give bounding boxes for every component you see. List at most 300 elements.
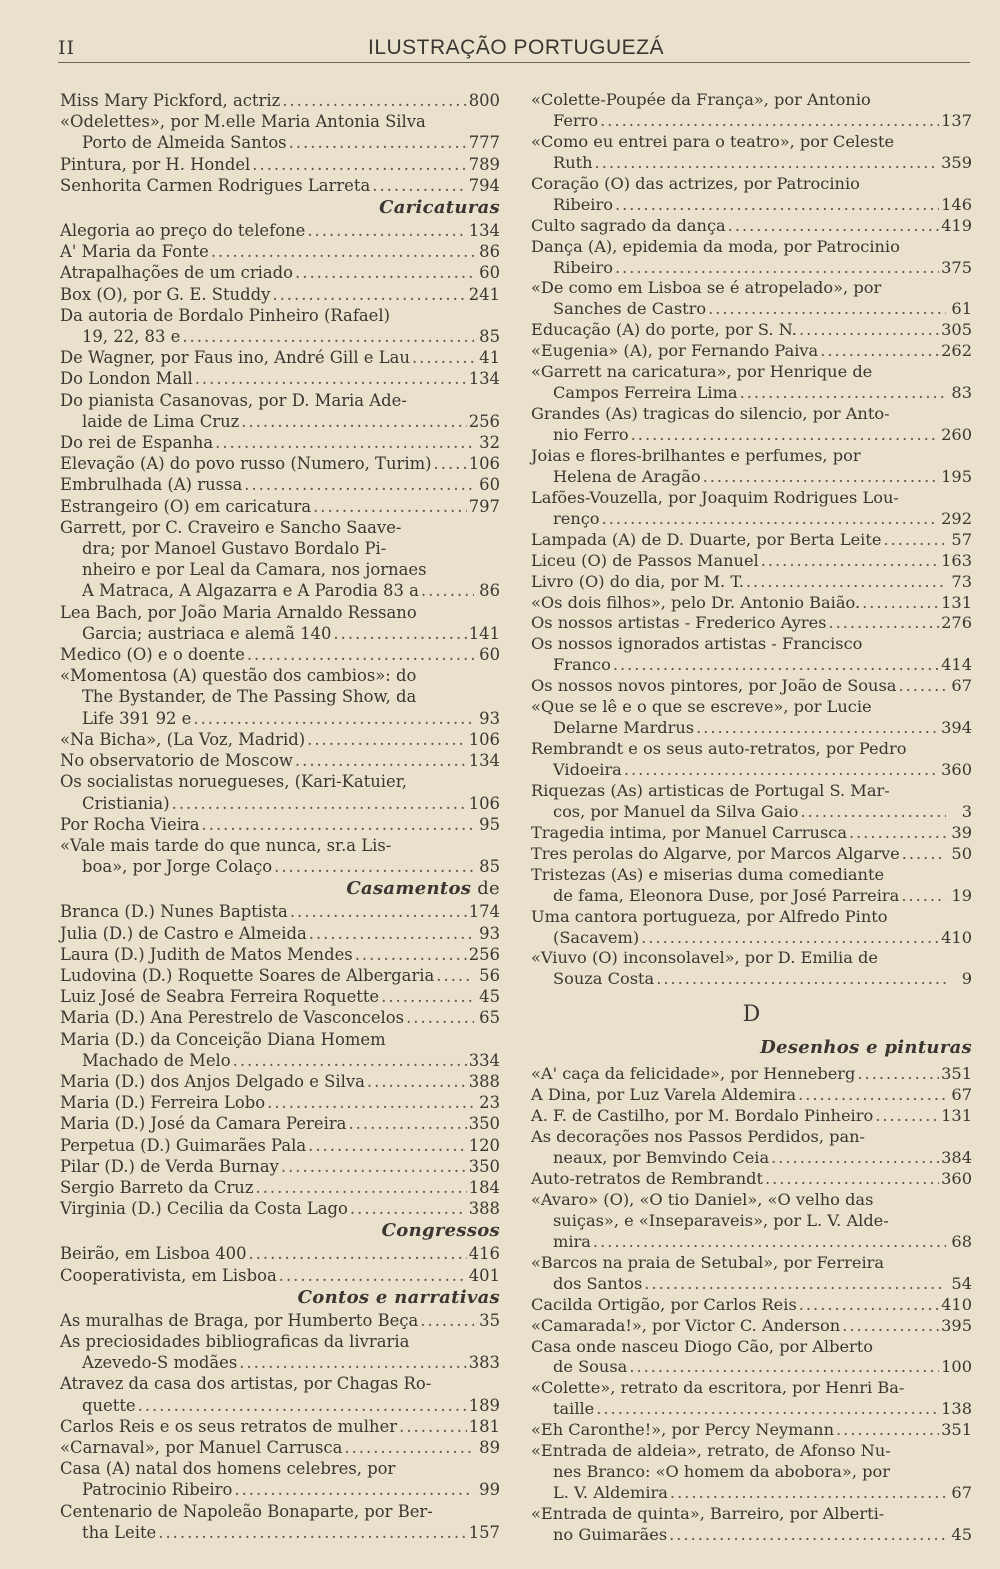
entry-line xyxy=(60,602,500,623)
leader-dots xyxy=(313,496,467,517)
index-entry xyxy=(531,1316,972,1337)
index-entry xyxy=(60,496,500,517)
leader-dots xyxy=(800,802,946,823)
entry-text: Tres perolas do Algarve, por Marcos Algarve xyxy=(531,843,900,863)
page-ref: 95 xyxy=(479,814,500,834)
page-ref: 419 xyxy=(941,215,972,235)
entry-line xyxy=(531,446,972,467)
page-ref: 410 xyxy=(941,927,972,947)
index-entry xyxy=(60,750,500,771)
entry-text: «Barcos na praia de Setubal», por Ferreira xyxy=(531,1252,885,1272)
entry-line xyxy=(531,216,972,237)
entry-text: A. F. de Castilho, por M. Bordalo Pinheiro xyxy=(531,1106,874,1126)
entry-text: Dança (A), epidemia da moda, por Patrocinio xyxy=(531,236,900,256)
entry-text: Garcia; austriaca e alemã 140 xyxy=(82,623,332,643)
index-entry xyxy=(531,174,972,216)
entry-line xyxy=(531,969,972,990)
index-entry xyxy=(60,90,500,111)
entry-text: «Momentosa (A) questão dos cambios»: do xyxy=(60,666,417,686)
leader-dots xyxy=(728,216,939,237)
entry-line xyxy=(531,132,972,153)
page-ref: 292 xyxy=(941,508,972,528)
leader-dots xyxy=(421,580,474,601)
entry-text: Livro (O) do dia, por M. T. xyxy=(531,571,744,591)
entry-text: Maria (D.) Ferreira Lobo xyxy=(60,1093,266,1113)
entry-line xyxy=(60,1156,500,1177)
index-entry xyxy=(60,111,500,153)
entry-text: Souza Costa xyxy=(553,969,655,989)
leader-dots xyxy=(696,718,939,739)
index-entry xyxy=(60,474,500,495)
leader-dots xyxy=(644,1274,946,1295)
page-ref: 350 xyxy=(468,1156,500,1176)
entry-text: Delarne Mardrus xyxy=(553,718,695,738)
page-ref: 86 xyxy=(479,242,500,262)
entry-text: de fama, Eleonora Duse, por José Parreira xyxy=(553,885,900,905)
entry-text: 19, 22, 83 e xyxy=(82,327,181,347)
entry-text: «Eugenia» (A), por Fernando Paiva xyxy=(531,341,819,361)
entry-text: suiças», e «Inseparaveis», por L. V. Alde- xyxy=(553,1210,889,1230)
page-ref: 138 xyxy=(941,1399,972,1419)
index-entry xyxy=(60,284,500,305)
index-entry xyxy=(531,1127,972,1169)
page-ref: 57 xyxy=(951,529,972,549)
entry-text: As decorações nos Passos Perdidos, pan- xyxy=(531,1127,866,1147)
page-ref: 384 xyxy=(941,1148,972,1168)
leader-dots xyxy=(799,320,939,341)
entry-text: «Odelettes», por M.elle Maria Antonia Silva xyxy=(60,112,426,132)
entry-line xyxy=(60,686,500,707)
entry-line xyxy=(531,1420,972,1441)
leader-dots xyxy=(307,729,467,750)
index-entry xyxy=(531,1253,972,1295)
page-ref: 134 xyxy=(468,369,500,389)
entry-line xyxy=(531,655,972,676)
entry-text: Sanches de Castro xyxy=(553,299,707,319)
entry-line xyxy=(60,856,500,877)
index-entry xyxy=(60,1437,500,1458)
entry-text: A' Maria da Fonte xyxy=(60,242,209,262)
index-entry xyxy=(60,1029,500,1071)
page-ref: 85 xyxy=(479,857,500,877)
page-ref: 100 xyxy=(941,1357,972,1377)
section-heading-text: Desenhos e pinturas xyxy=(760,1037,972,1059)
running-title: ILUSTRAÇÃO PORTUGUEZÁ xyxy=(368,36,664,59)
index-entry xyxy=(531,1504,972,1546)
entry-text: Pintura, por H. Hondel xyxy=(60,154,251,174)
entry-text: Educação (A) do porte, por S. N. xyxy=(531,320,797,340)
page-ref: 276 xyxy=(941,613,972,633)
entry-text: de Sousa xyxy=(553,1357,628,1377)
page-ref: 86 xyxy=(479,581,500,601)
page-ref: 41 xyxy=(479,348,500,368)
page-ref: 414 xyxy=(941,655,972,675)
entry-line xyxy=(60,305,500,326)
entry-line xyxy=(60,154,500,175)
entry-text: «A' caça da felicidade», por Henneberg xyxy=(531,1064,856,1084)
section-heading-text: Caricaturas xyxy=(379,197,500,219)
entry-line xyxy=(531,1357,972,1378)
index-entry xyxy=(531,1378,972,1420)
leader-dots xyxy=(420,1310,474,1331)
page-ref: 61 xyxy=(951,299,972,319)
entry-text: Machado de Melo xyxy=(82,1050,231,1070)
index-entry xyxy=(60,771,500,813)
index-entry xyxy=(60,602,500,644)
section-heading xyxy=(531,1036,972,1060)
page-number: II xyxy=(58,37,76,59)
entry-line xyxy=(60,623,500,644)
index-entry xyxy=(531,1106,972,1127)
entry-text: nio Ferro xyxy=(553,425,629,444)
index-entry xyxy=(60,814,500,835)
entry-text: Luiz José de Seabra Ferreira Roquette xyxy=(60,987,380,1007)
leader-dots xyxy=(193,708,474,729)
section-heading-suffix: de xyxy=(477,878,500,900)
entry-line xyxy=(60,559,500,580)
leader-dots xyxy=(615,258,939,279)
entry-text: Elevação (A) do povo russo (Numero, Turim) xyxy=(60,454,432,474)
page-ref: 351 xyxy=(941,1064,972,1084)
entry-line xyxy=(60,326,500,347)
index-entry xyxy=(531,446,972,488)
leader-dots xyxy=(615,195,939,216)
index-entry xyxy=(531,362,972,404)
page-ref: 388 xyxy=(468,1199,500,1219)
index-entry xyxy=(60,1373,500,1415)
entry-line xyxy=(531,1525,972,1546)
entry-line xyxy=(531,1274,972,1295)
entry-text: L. V. Aldemira xyxy=(553,1483,668,1503)
entry-line xyxy=(531,509,972,530)
entry-line xyxy=(531,593,972,614)
index-entry xyxy=(60,1135,500,1156)
index-entry xyxy=(531,341,972,362)
leader-dots xyxy=(708,299,946,320)
leader-dots xyxy=(355,944,467,965)
entry-line xyxy=(531,1232,972,1253)
index-entry xyxy=(60,923,500,944)
page-ref: 189 xyxy=(468,1395,500,1415)
index-entry xyxy=(531,1169,972,1190)
index-entry xyxy=(531,237,972,279)
entry-text: Embrulhada (A) russa xyxy=(60,475,243,495)
leader-dots xyxy=(624,760,939,781)
index-entry xyxy=(60,175,500,196)
page-ref: 67 xyxy=(951,1085,972,1105)
entry-text: Life 391 92 e xyxy=(82,708,192,728)
page-ref: 334 xyxy=(468,1050,500,1070)
index-entry xyxy=(531,1190,972,1253)
entry-text: neaux, por Bemvindo Ceia xyxy=(553,1148,770,1168)
leader-dots xyxy=(836,1420,939,1441)
entry-text: Garrett, por C. Craveiro e Sancho Saave- xyxy=(60,517,402,537)
entry-line xyxy=(60,729,500,750)
index-entry xyxy=(60,517,500,602)
index-entry xyxy=(60,453,500,474)
page-ref: 359 xyxy=(941,152,972,172)
page-ref: 60 xyxy=(479,475,500,495)
leader-dots xyxy=(344,1437,474,1458)
index-entry xyxy=(60,986,500,1007)
index-entry xyxy=(531,90,972,132)
entry-line xyxy=(60,923,500,944)
leader-dots xyxy=(267,1092,474,1113)
entry-line xyxy=(531,844,972,865)
leader-dots xyxy=(842,1316,939,1337)
entry-text: Box (O), por G. E. Studdy xyxy=(60,284,271,304)
leader-dots xyxy=(239,1352,466,1373)
leader-dots xyxy=(211,241,474,262)
page-ref: 394 xyxy=(941,718,972,738)
entry-text: «De como em Lisboa se é atropelado», por xyxy=(531,278,882,298)
section-heading xyxy=(60,196,500,220)
leader-dots xyxy=(234,1479,474,1500)
entry-text: Liceu (O) de Passos Manuel xyxy=(531,550,759,570)
page-ref: 54 xyxy=(951,1273,972,1293)
index-entry xyxy=(60,1458,500,1500)
page-ref: 360 xyxy=(941,760,972,779)
leader-dots xyxy=(761,551,939,572)
page-ref: 68 xyxy=(951,1231,972,1251)
entry-text: Franco xyxy=(553,655,611,675)
entry-line xyxy=(531,425,972,446)
index-entry xyxy=(60,644,500,665)
leader-dots xyxy=(158,1522,466,1543)
index-entry xyxy=(60,1331,500,1373)
entry-text: «Na Bicha», (La Voz, Madrid) xyxy=(60,729,306,749)
page-ref: 106 xyxy=(468,454,500,474)
page-ref: 83 xyxy=(951,383,972,403)
leader-dots xyxy=(765,1169,939,1190)
entry-text: Vidoeira xyxy=(553,760,622,779)
entry-text: Virginia (D.) Cecilia da Costa Lago xyxy=(60,1199,348,1219)
leader-dots xyxy=(740,383,946,404)
entry-text: «Que se lê e o que se escreve», por Lucie xyxy=(531,697,872,717)
page-ref: 73 xyxy=(951,571,972,591)
leader-dots xyxy=(670,1483,946,1504)
entry-line xyxy=(531,111,972,132)
entry-text: Do pianista Casanovas, por D. Maria Ade- xyxy=(60,390,407,410)
index-entry xyxy=(60,1113,500,1134)
page-ref: 157 xyxy=(468,1522,500,1542)
index-column-left xyxy=(60,90,500,1543)
entry-line xyxy=(531,1295,972,1316)
page-ref: 388 xyxy=(468,1071,500,1091)
page-ref: 134 xyxy=(468,221,500,241)
entry-line xyxy=(531,823,972,844)
entry-line xyxy=(60,538,500,559)
entry-line xyxy=(60,644,500,665)
leader-dots xyxy=(399,1416,467,1437)
leader-dots xyxy=(272,284,466,305)
page-ref: 131 xyxy=(941,1106,972,1126)
entry-line xyxy=(60,1501,500,1522)
entry-line xyxy=(531,195,972,216)
entry-line xyxy=(60,1007,500,1028)
leader-dots xyxy=(703,467,939,488)
page-ref: 351 xyxy=(941,1420,972,1440)
entry-line xyxy=(531,572,972,593)
page-ref: 410 xyxy=(941,1294,972,1314)
entry-line xyxy=(60,665,500,686)
index-entry xyxy=(60,1416,500,1437)
entry-line xyxy=(531,1127,972,1148)
page-ref: 137 xyxy=(941,110,972,130)
entry-text: Sergio Barreto da Cruz xyxy=(60,1177,254,1197)
leader-dots xyxy=(255,1177,466,1198)
entry-line xyxy=(531,886,972,907)
leader-dots xyxy=(182,326,474,347)
entry-text: Medico (O) e o doente xyxy=(60,645,245,665)
leader-dots xyxy=(595,153,940,174)
entry-text: Patrocinio Ribeiro xyxy=(82,1480,233,1500)
entry-text: Joias e flores-brilhantes e perfumes, por xyxy=(531,445,861,465)
entry-line xyxy=(60,835,500,856)
page-ref: 146 xyxy=(941,194,972,214)
entry-line xyxy=(60,496,500,517)
entry-line xyxy=(60,793,500,814)
leader-dots xyxy=(295,750,467,771)
index-entry xyxy=(531,781,972,823)
entry-line xyxy=(531,634,972,655)
entry-line xyxy=(531,1085,972,1106)
page-ref: 56 xyxy=(479,965,500,985)
leader-dots xyxy=(274,856,474,877)
leader-dots xyxy=(279,1265,467,1286)
page-ref: 93 xyxy=(479,923,500,943)
entry-line xyxy=(531,1316,972,1337)
entry-text: Estrangeiro (O) em caricatura xyxy=(60,496,312,516)
page-ref: 163 xyxy=(941,550,972,570)
entry-text: A Dina, por Luz Varela Aldemira xyxy=(531,1085,797,1105)
index-entry xyxy=(531,572,972,593)
entry-line xyxy=(531,1106,972,1127)
leader-dots xyxy=(381,986,474,1007)
entry-line xyxy=(531,467,972,488)
page-ref: 262 xyxy=(941,341,972,361)
index-entry xyxy=(531,404,972,446)
entry-line xyxy=(60,390,500,411)
entry-line xyxy=(531,802,972,823)
leader-dots xyxy=(233,1050,467,1071)
index-entry xyxy=(531,530,972,551)
entry-line xyxy=(60,1071,500,1092)
entry-line xyxy=(60,1092,500,1113)
page-ref: 383 xyxy=(468,1353,500,1373)
leader-dots xyxy=(412,347,474,368)
page-ref: 800 xyxy=(468,91,500,110)
page-ref: 131 xyxy=(941,592,972,612)
entry-text: Lampada (A) de D. Duarte, por Berta Leite xyxy=(531,529,882,549)
entry-line xyxy=(60,1479,500,1500)
entry-text: Senhorita Carmen Rodrigues Larreta xyxy=(60,175,371,195)
leader-dots xyxy=(247,644,474,665)
section-heading xyxy=(60,1286,500,1310)
entry-text: «Avaro» (O), «O tio Daniel», «O velho das xyxy=(531,1189,874,1209)
index-entry xyxy=(531,1420,972,1441)
index-entry xyxy=(531,907,972,949)
entry-text: Atrapalhações de um criado xyxy=(60,263,294,283)
leader-dots xyxy=(820,341,939,362)
page-ref: 50 xyxy=(951,843,972,863)
alphabet-letter: D xyxy=(742,1002,761,1028)
entry-text: No observatorio de Moscow xyxy=(60,751,293,771)
entry-text: Ferro xyxy=(553,110,599,130)
leader-dots xyxy=(746,572,946,593)
index-entry xyxy=(60,347,500,368)
leader-dots xyxy=(862,593,939,614)
entry-line xyxy=(531,1483,972,1504)
entry-text: Os nossos novos pintores, por João de Sousa xyxy=(531,676,897,696)
page-ref: 174 xyxy=(468,902,500,922)
page-ref: 305 xyxy=(941,320,972,340)
index-entry xyxy=(60,432,500,453)
index-entry xyxy=(60,901,500,922)
entry-text: «Carnaval», por Manuel Carrusca xyxy=(60,1437,343,1457)
entry-text: taille xyxy=(553,1399,595,1419)
index-entry xyxy=(60,1177,500,1198)
leader-dots xyxy=(799,1295,939,1316)
entry-text: Os nossos artistas - Frederico Ayres xyxy=(531,613,827,633)
entry-line xyxy=(531,362,972,383)
leader-dots xyxy=(641,928,939,949)
leader-dots xyxy=(631,425,939,446)
entry-text: quette xyxy=(82,1395,136,1415)
entry-line xyxy=(531,1253,972,1274)
leader-dots xyxy=(613,655,939,676)
index-entry xyxy=(60,390,500,432)
page-ref: 9 xyxy=(961,969,972,989)
entry-text: Cacilda Ortigão, por Carlos Reis xyxy=(531,1294,797,1314)
entry-text: Alegoria ao preço do telefone xyxy=(60,221,306,241)
entry-line xyxy=(60,411,500,432)
entry-text: tha Leite xyxy=(82,1522,157,1542)
page-header xyxy=(58,36,970,63)
index-entry xyxy=(531,132,972,174)
entry-line xyxy=(60,1395,500,1416)
leader-dots xyxy=(771,1148,939,1169)
entry-text: «Viuvo (O) inconsolavel», por D. Emilia de xyxy=(531,948,878,968)
leader-dots xyxy=(901,886,946,907)
leader-dots xyxy=(350,1198,467,1219)
entry-line xyxy=(531,551,972,572)
entry-text: Coração (O) das actrizes, por Patrocinio xyxy=(531,173,860,193)
entry-line xyxy=(531,153,972,174)
entry-line xyxy=(531,174,972,195)
entry-line xyxy=(60,944,500,965)
page-ref: 141 xyxy=(468,623,500,643)
page-ref: 777 xyxy=(468,133,500,153)
entry-text: «Os dois filhos», pelo Dr. Antonio Baião. xyxy=(531,592,861,612)
leader-dots xyxy=(252,154,466,175)
entry-line xyxy=(60,1416,500,1437)
entry-text: Do London Mall xyxy=(60,369,193,389)
entry-line xyxy=(531,1504,972,1525)
section-heading-text: Congressos xyxy=(381,1220,500,1242)
leader-dots xyxy=(282,90,466,111)
entry-line xyxy=(60,453,500,474)
entry-text: «Camarada!», por Victor C. Anderson xyxy=(531,1315,841,1335)
entry-line xyxy=(60,750,500,771)
entry-line xyxy=(60,284,500,305)
entry-line xyxy=(60,1135,500,1156)
page-ref: 60 xyxy=(479,263,500,283)
entry-line xyxy=(531,383,972,404)
page-ref: 19 xyxy=(951,885,972,905)
index-entry xyxy=(60,305,500,347)
index-entry xyxy=(531,948,972,990)
